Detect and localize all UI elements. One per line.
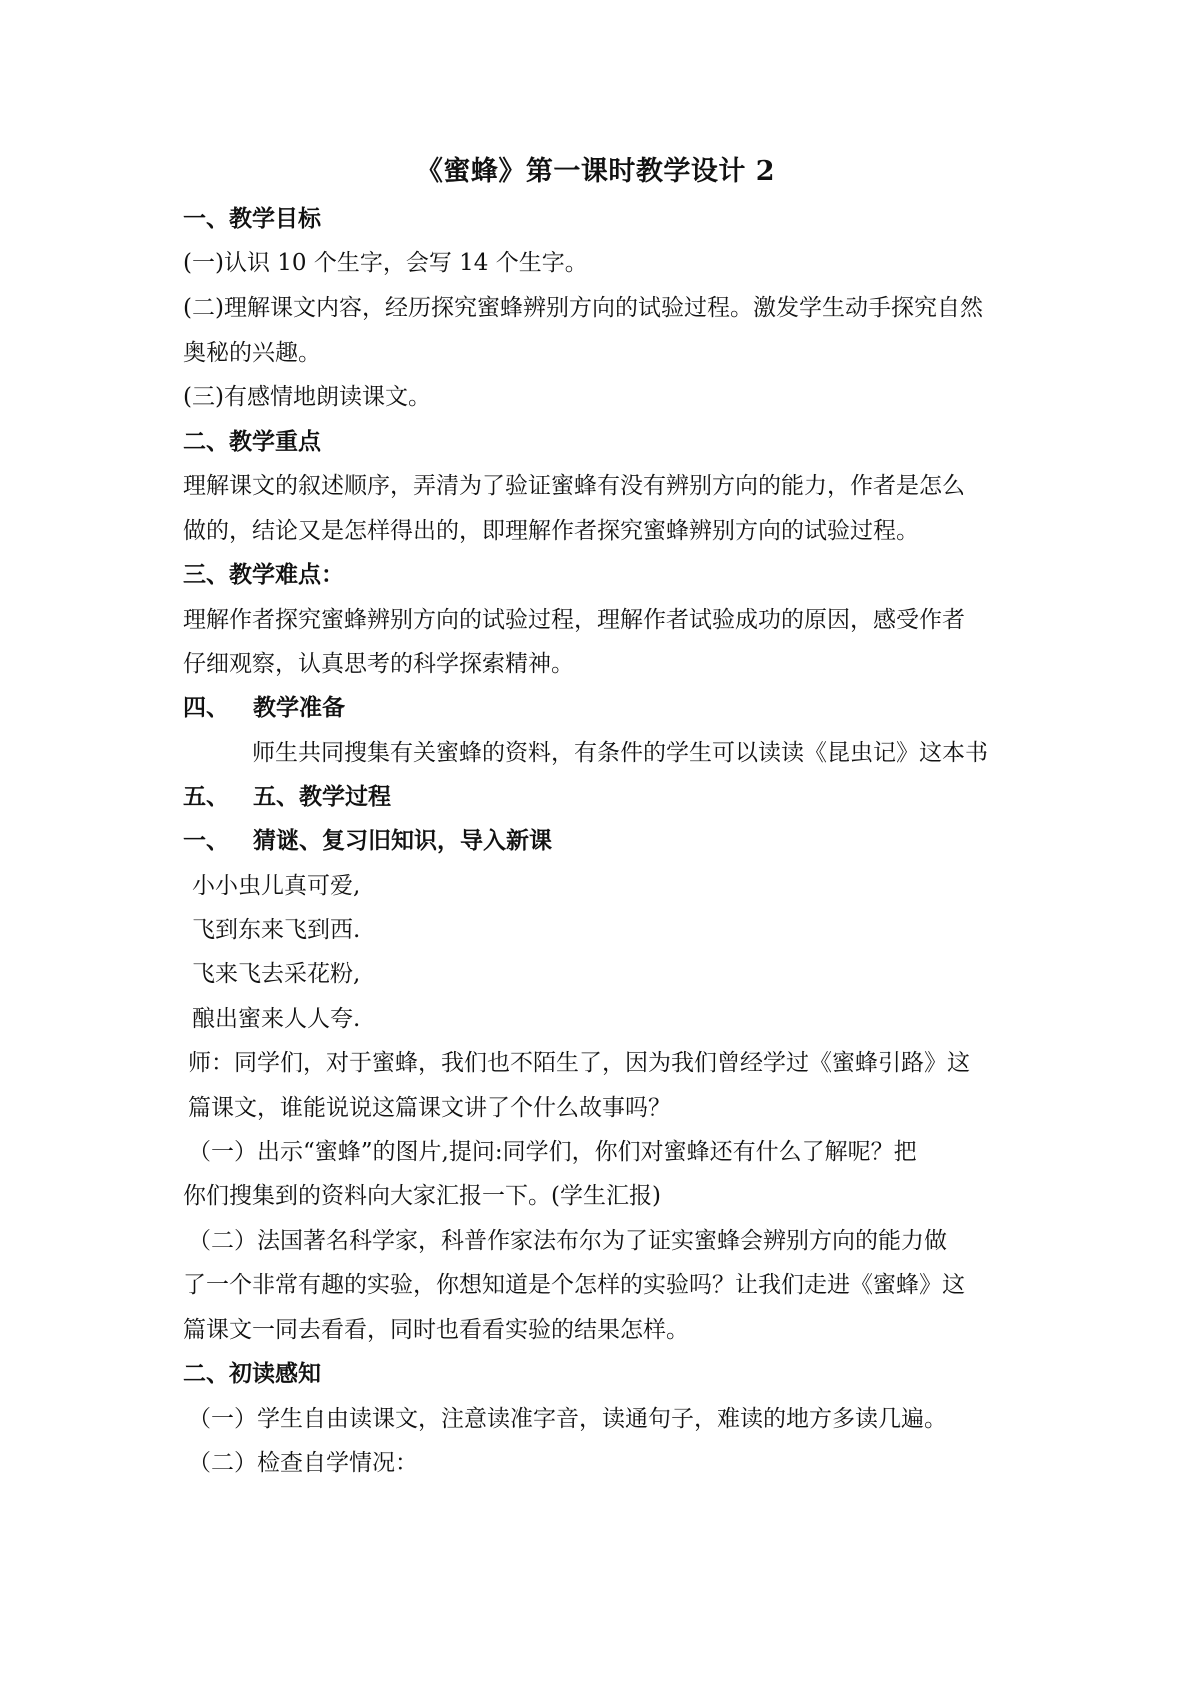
heading-riddle-intro-text: 猜谜、复习旧知识，导入新课 xyxy=(253,827,552,854)
heading-difficulties: 三、教学难点： xyxy=(183,561,344,588)
teacher-dialogue-line-1: 师：同学们，对于蜜蜂，我们也不陌生了，因为我们曾经学过《蜜蜂引路》这 xyxy=(188,1050,970,1076)
document-title: 《蜜蜂》第一课时教学设计 2 xyxy=(415,156,776,187)
heading-key-points: 二、教学重点 xyxy=(183,428,321,455)
teacher-dialogue-line-2: 篇课文，谁能说说这篇课文讲了个什么故事吗？ xyxy=(188,1095,671,1121)
heading-teaching-process-number: 五、 xyxy=(183,783,229,810)
first-reading-step-1: （一）学生自由读课文，注意读准字音，读通句子，难读的地方多读几遍。 xyxy=(188,1406,947,1432)
riddle-line-1: 小小虫儿真可爱, xyxy=(192,873,361,899)
riddle-line-2: 飞到东来飞到西. xyxy=(192,917,361,943)
step-1-line-2: 你们搜集到的资料向大家汇报一下。(学生汇报) xyxy=(183,1183,661,1209)
heading-teaching-goals: 一、教学目标 xyxy=(183,205,321,232)
goal-item-2-continued: 奥秘的兴趣。 xyxy=(183,340,321,366)
heading-riddle-intro-number: 一、 xyxy=(183,827,229,854)
riddle-line-3: 飞来飞去采花粉, xyxy=(192,961,361,987)
goal-item-1: (一)认识 10 个生字，会写 14 个生字。 xyxy=(183,250,588,276)
riddle-line-4: 酿出蜜来人人夸. xyxy=(192,1006,361,1032)
heading-teaching-process-text: 五、教学过程 xyxy=(253,783,391,810)
difficulties-paragraph-line-1: 理解作者探究蜜蜂辨别方向的试验过程，理解作者试验成功的原因，感受作者 xyxy=(183,607,965,633)
step-1-line-1: （一）出示“蜜蜂”的图片,提问:同学们，你们对蜜蜂还有什么了解呢？把 xyxy=(188,1139,917,1165)
key-points-paragraph-line-1: 理解课文的叙述顺序，弄清为了验证蜜蜂有没有辨别方向的能力，作者是怎么 xyxy=(183,473,965,499)
step-2-line-3: 篇课文一同去看看，同时也看看实验的结果怎样。 xyxy=(183,1317,689,1343)
goal-item-3: (三)有感情地朗读课文。 xyxy=(183,384,431,410)
heading-preparation xyxy=(183,690,345,726)
heading-preparation-number: 四、 xyxy=(183,694,229,721)
first-reading-step-2: （二）检查自学情况： xyxy=(188,1450,418,1476)
heading-first-reading: 二、初读感知 xyxy=(183,1360,321,1387)
goal-item-2: (二)理解课文内容，经历探究蜜蜂辨别方向的试验过程。激发学生动手探究自然 xyxy=(183,295,983,321)
step-2-line-2: 了一个非常有趣的实验，你想知道是个怎样的实验吗？让我们走进《蜜蜂》这 xyxy=(183,1272,965,1298)
preparation-paragraph: 师生共同搜集有关蜜蜂的资料，有条件的学生可以读读《昆虫记》这本书 xyxy=(252,740,988,766)
heading-riddle-intro xyxy=(183,823,552,859)
heading-preparation-text: 教学准备 xyxy=(253,694,345,721)
step-2-line-1: （二）法国著名科学家，科普作家法布尔为了证实蜜蜂会辨别方向的能力做 xyxy=(188,1228,947,1254)
heading-teaching-process xyxy=(183,779,391,815)
key-points-paragraph-line-2: 做的，结论又是怎样得出的，即理解作者探究蜜蜂辨别方向的试验过程。 xyxy=(183,518,919,544)
difficulties-paragraph-line-2: 仔细观察，认真思考的科学探索精神。 xyxy=(183,651,574,677)
